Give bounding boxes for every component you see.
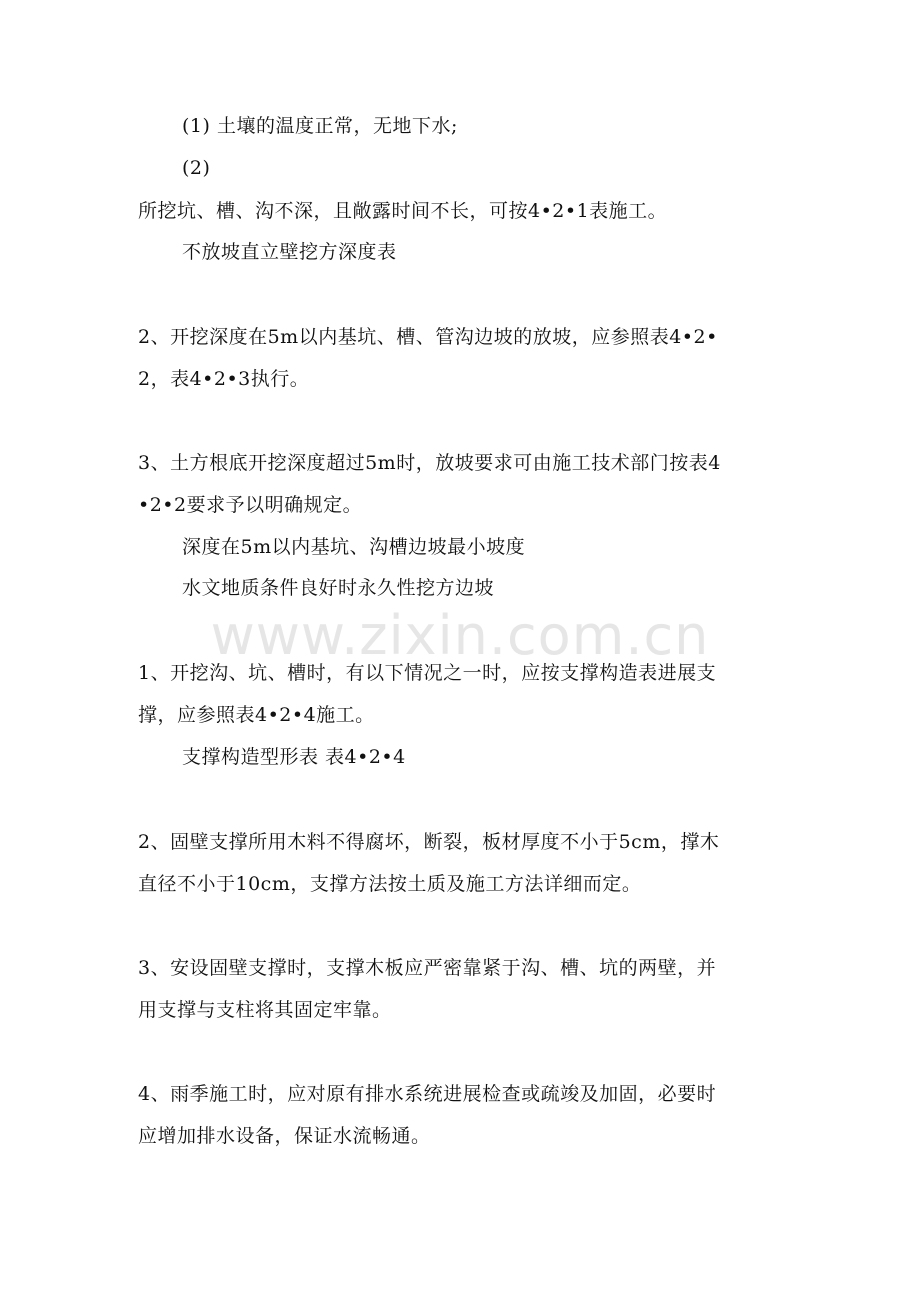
text-line: 2、开挖深度在5m以内基坑、槽、管沟边坡的放坡，应参照表4•2• bbox=[138, 326, 718, 348]
text-line: 4、雨季施工时，应对原有排水系统进展检查或疏竣及加固，必要时 bbox=[138, 1083, 717, 1105]
text-line: (1) 土壤的温度正常，无地下水; bbox=[182, 115, 458, 137]
text-line: 2，表4•2•3执行。 bbox=[138, 368, 310, 390]
text-line: 应增加排水设备，保证水流畅通。 bbox=[138, 1125, 431, 1147]
text-line: 3、土方根底开挖深度超过5m时，放坡要求可由施工技术部门按表4 bbox=[138, 452, 721, 474]
text-line: 直径不小于10cm，支撑方法按土质及施工方法详细而定。 bbox=[138, 873, 642, 895]
table-caption: 支撑构造型形表 表4•2•4 bbox=[182, 746, 406, 768]
text-line: (2) bbox=[182, 157, 211, 179]
text-line: 撑，应参照表4•2•4施工。 bbox=[138, 704, 375, 726]
text-line: •2•2要求予以明确规定。 bbox=[138, 494, 363, 516]
text-line: 1、开挖沟、坑、槽时，有以下情况之一时，应按支撑构造表进展支 bbox=[138, 662, 717, 684]
text-line: 3、安设固壁支撑时，支撑木板应严密靠紧于沟、槽、坑的两壁，并 bbox=[138, 957, 717, 979]
watermark: www.zixin.com.cn bbox=[210, 604, 710, 667]
table-caption: 水文地质条件良好时永久性挖方边坡 bbox=[182, 577, 495, 599]
table-caption: 不放坡直立壁挖方深度表 bbox=[182, 241, 397, 263]
text-line: 所挖坑、槽、沟不深，且敞露时间不长，可按4•2•1表施工。 bbox=[138, 200, 668, 222]
table-caption: 深度在5m以内基坑、沟槽边坡最小坡度 bbox=[182, 536, 526, 558]
text-line: 用支撑与支柱将其固定牢靠。 bbox=[138, 999, 392, 1021]
text-line: 2、固壁支撑所用木料不得腐坏，断裂，板材厚度不小于5cm，撑木 bbox=[138, 831, 720, 853]
